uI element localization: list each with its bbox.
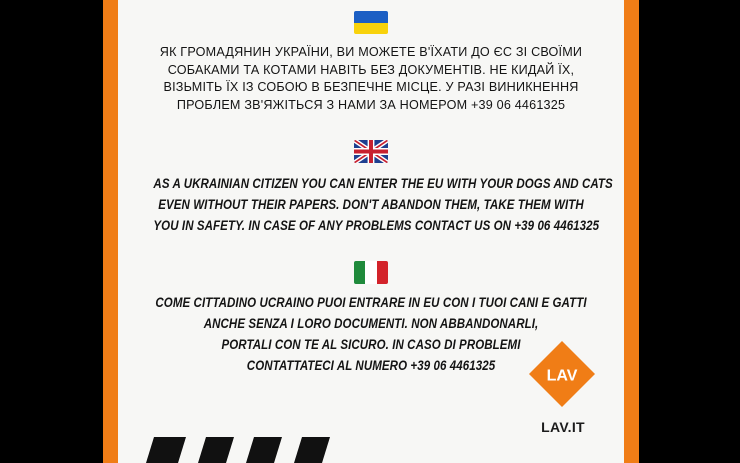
english-line: EVEN WITHOUT THEIR PAPERS. DON'T ABANDON THEM, TAKE THEM WITH — [158, 197, 584, 212]
flyer-card — [118, 0, 624, 463]
english-line: YOU IN SAFETY. IN CASE OF ANY PROBLEMS CONTACT US ON +39 06 4461325 — [153, 218, 600, 233]
italy-flag-icon — [354, 261, 388, 284]
lav-logo-text: LAV — [546, 367, 578, 385]
lav-logo — [529, 341, 595, 407]
italian-line: CONTATTATECI AL NUMERO +39 06 4461325 — [246, 358, 496, 373]
decorative-stripes — [146, 433, 376, 463]
italian-line: ANCHE SENZA I LORO DOCUMENTI. NON ABBANDONARLI, — [203, 316, 539, 331]
ukrainian-line: ЯК ГРОМАДЯНИН УКРАЇНИ, ВИ МОЖЕТЕ В'ЇХАТИ ДО ЄС ЗІ СВОЇМИ — [159, 45, 583, 59]
ukrainian-line: СОБАКАМИ ТА КОТАМИ НАВІТЬ БЕЗ ДОКУМЕНТІВ. НЕ КИДАЙ ЇХ, — [167, 62, 575, 77]
italian-line: COME CITTADINO UCRAINO PUOI ENTRARE IN EU CON I TUOI CANI E GATTI — [155, 295, 587, 310]
uk-flag-icon — [354, 140, 388, 163]
ukrainian-message — [138, 44, 604, 114]
website-link[interactable]: LAV.IT — [541, 419, 585, 435]
ukraine-flag-icon — [354, 11, 388, 34]
english-message — [153, 173, 613, 236]
english-line: AS A UKRAINIAN CITIZEN YOU CAN ENTER THE EU WITH YOUR DOGS AND CATS — [153, 176, 613, 191]
italian-line: PORTALI CON TE AL SICURO. IN CASO DI PROBLEMI — [221, 337, 521, 352]
italian-message — [153, 292, 588, 376]
ukrainian-line: ВІЗЬМІТЬ ЇХ ІЗ СОБОЮ В БЕЗПЕЧНЕ МІСЦЕ. У РАЗІ ВИНИКНЕННЯ — [163, 80, 579, 94]
ukrainian-line: ПРОБЛЕМ ЗВ'ЯЖІТЬСЯ З НАМИ ЗА НОМЕРОМ +39 06 4461325 — [176, 97, 566, 112]
